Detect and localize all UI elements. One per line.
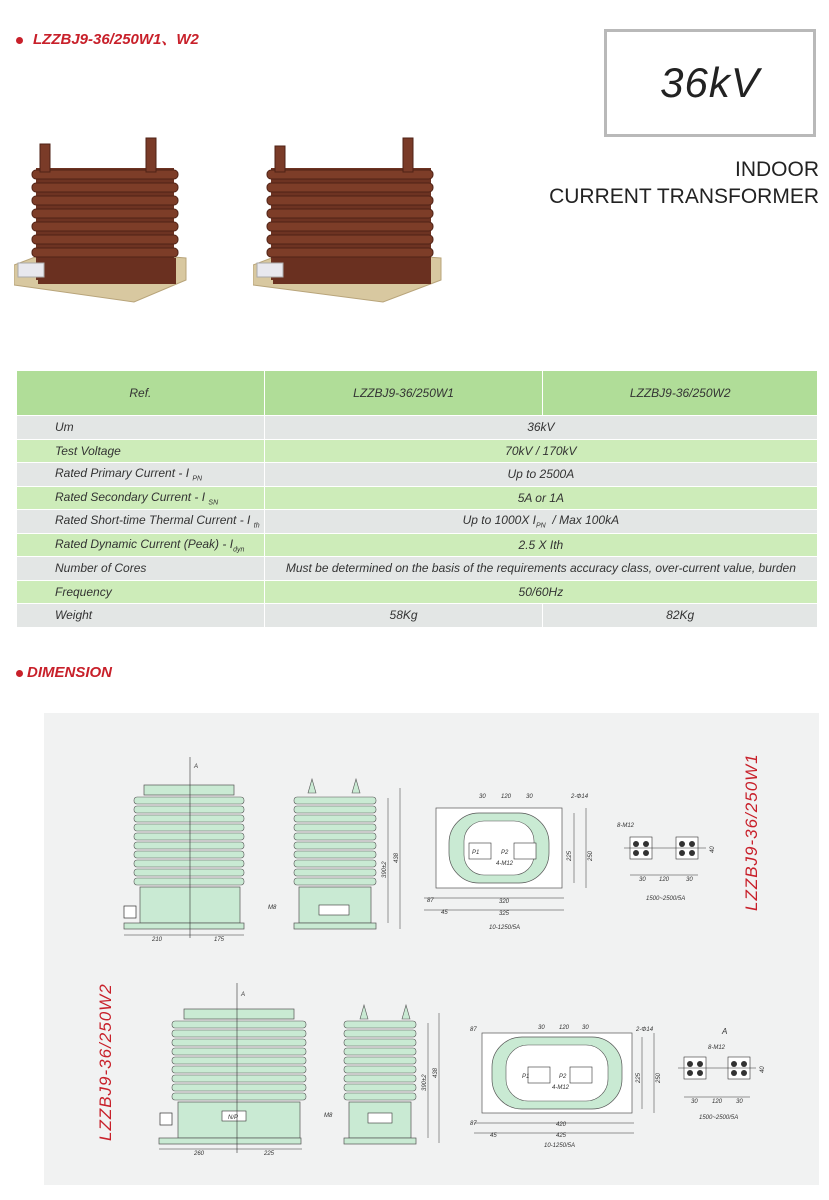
row-label: Frequency xyxy=(17,580,265,604)
w2-vertical-label: LZZBJ9-36/250W2 xyxy=(96,983,115,1141)
spec-table xyxy=(16,370,818,628)
w2-side-m8: M8 xyxy=(324,1113,333,1119)
w1-term-30b: 30 xyxy=(686,877,693,883)
w1-term-note: 1500~2500/5A xyxy=(646,896,686,902)
row-label: Um xyxy=(17,416,265,440)
w1-vertical-label: LZZBJ9-36/250W1 xyxy=(742,753,761,911)
w2-top-87a: 87 xyxy=(470,1027,477,1033)
w1-term-120: 120 xyxy=(659,877,670,883)
w2-top-45: 45 xyxy=(490,1133,497,1139)
w1-top-note: 10-1250/5A xyxy=(489,925,521,931)
w2-front-dim-left: 260 xyxy=(194,1151,205,1157)
w2-term-bolt: 8-M12 xyxy=(708,1045,726,1051)
w2-term-view-a: A xyxy=(722,1027,728,1036)
row-label-text: Rated Short-time Thermal Current - I xyxy=(55,513,251,528)
w2-side-view xyxy=(324,1005,439,1144)
row-label-sub: th xyxy=(253,522,260,530)
row-label xyxy=(17,510,265,534)
column-header-w1: LZZBJ9-36/250W1 xyxy=(264,371,543,416)
w1-top-250: 250 xyxy=(588,850,594,861)
w2-top-p2: P2 xyxy=(559,1074,567,1080)
row-label-text: Rated Primary Current - I xyxy=(55,466,190,481)
w1-top-p1: P1 xyxy=(472,850,480,856)
row-label: Number of Cores xyxy=(17,557,265,581)
row-value-sub: PN xyxy=(536,522,546,530)
w1-terminal-view xyxy=(617,823,716,902)
w2-term-40: 40 xyxy=(760,1066,766,1073)
w1-top-120: 120 xyxy=(501,794,512,800)
table-row xyxy=(17,463,818,487)
model-heading xyxy=(16,28,199,49)
w1-front-view xyxy=(124,757,244,943)
w2-top-87b: 87 xyxy=(470,1121,477,1127)
w2-front-view-a: A xyxy=(241,992,246,998)
w2-front-dim-right: 225 xyxy=(264,1151,275,1157)
row-value: 5A or 1A xyxy=(264,486,817,510)
w1-top-30a: 30 xyxy=(479,794,486,800)
w1-term-30a: 30 xyxy=(639,877,646,883)
product-title xyxy=(549,156,819,210)
table-header-row xyxy=(17,371,818,416)
table-row xyxy=(17,533,818,557)
w2-term-note: 1500~2500/5A xyxy=(699,1115,739,1121)
w2-top-425: 425 xyxy=(556,1133,567,1139)
w2-top-bolt: 4-M12 xyxy=(552,1085,570,1091)
row-label-text: Rated Dynamic Current (Peak) - I xyxy=(55,536,234,551)
row-label: Test Voltage xyxy=(17,439,265,463)
w2-front-plate: N/P xyxy=(228,1115,239,1121)
w1-top-225: 225 xyxy=(567,850,573,861)
table-row xyxy=(17,486,818,510)
w1-top-hole: 2-Φ14 xyxy=(571,794,589,800)
row-label xyxy=(17,463,265,487)
row-value: Must be determined on the basis of the requirements accuracy class, over-current value, burden xyxy=(264,557,817,581)
w2-term-30b: 30 xyxy=(736,1099,743,1105)
w1-top-30b: 30 xyxy=(526,794,533,800)
row-value-w2: 82Kg xyxy=(543,604,818,628)
row-label-sub: dyn xyxy=(233,545,245,553)
table-row xyxy=(17,510,818,534)
w2-top-30a: 30 xyxy=(538,1025,545,1031)
row-label xyxy=(17,486,265,510)
row-value: 50/60Hz xyxy=(264,580,817,604)
dimension-drawing xyxy=(44,713,819,1185)
w1-front-view-a: A xyxy=(194,764,199,770)
w2-term-30a: 30 xyxy=(691,1099,698,1105)
w1-top-bolt: 4-M12 xyxy=(496,861,514,867)
row-value: Up to 2500A xyxy=(264,463,817,487)
w1-side-m8: M8 xyxy=(268,905,277,911)
transformer-photo-w1 xyxy=(14,130,189,305)
column-header-ref: Ref. xyxy=(17,371,265,416)
w1-side-h1: 390±2 xyxy=(382,861,388,878)
w2-top-250: 250 xyxy=(656,1072,662,1083)
row-value: 2.5 X Ith xyxy=(264,533,817,557)
row-value: 36kV xyxy=(264,416,817,440)
w2-terminal-view xyxy=(678,1027,766,1121)
table-row xyxy=(17,580,818,604)
w1-term-40: 40 xyxy=(710,846,716,853)
w2-top-30b: 30 xyxy=(582,1025,589,1031)
voltage-badge-text: 36kV xyxy=(660,59,760,106)
w1-top-45: 45 xyxy=(441,910,448,916)
w2-top-hole: 2-Φ14 xyxy=(636,1027,654,1033)
row-value-pre: Up to 1000X I xyxy=(462,513,536,528)
w2-side-h2: 438 xyxy=(433,1067,439,1078)
table-row xyxy=(17,557,818,581)
dimension-drawing-svg xyxy=(44,713,819,1185)
w1-top-320: 320 xyxy=(499,899,510,905)
bullet-icon xyxy=(16,670,23,677)
w2-term-120: 120 xyxy=(712,1099,723,1105)
w1-top-325: 325 xyxy=(499,911,510,917)
row-value-post: / Max 100kA xyxy=(545,513,620,528)
voltage-badge xyxy=(604,29,816,137)
table-row xyxy=(17,604,818,628)
row-value: 70kV / 170kV xyxy=(264,439,817,463)
w2-top-view xyxy=(470,1025,662,1149)
transformer-photo-w2 xyxy=(253,130,443,305)
w2-top-120: 120 xyxy=(559,1025,570,1031)
row-value-w1: 58Kg xyxy=(264,604,543,628)
product-title-line2: CURRENT TRANSFORMER xyxy=(549,185,819,208)
w1-top-p2: P2 xyxy=(501,850,509,856)
w2-top-p1: P1 xyxy=(522,1074,530,1080)
bullet-icon xyxy=(16,37,23,44)
dimension-heading xyxy=(16,664,112,681)
row-value xyxy=(264,510,817,534)
w2-front-view xyxy=(159,983,306,1157)
row-label-text: Rated Secondary Current - I xyxy=(55,489,206,504)
model-title: LZZBJ9-36/250W1、W2 xyxy=(33,31,199,48)
table-row xyxy=(17,416,818,440)
row-label: Weight xyxy=(17,604,265,628)
w1-top-view xyxy=(424,794,594,931)
w2-top-420: 420 xyxy=(556,1122,567,1128)
row-label-sub: PN xyxy=(192,475,203,483)
w1-side-view xyxy=(268,779,400,929)
dimension-heading-text: DIMENSION xyxy=(27,664,113,681)
w1-front-dim-left: 210 xyxy=(152,937,163,943)
row-label xyxy=(17,533,265,557)
product-title-line1: INDOOR xyxy=(735,158,819,181)
w1-front-dim-right: 175 xyxy=(214,937,225,943)
w1-term-bolt: 8-M12 xyxy=(617,823,635,829)
column-header-w2: LZZBJ9-36/250W2 xyxy=(543,371,818,416)
w2-top-225: 225 xyxy=(636,1072,642,1083)
w2-side-h1: 390±2 xyxy=(422,1074,428,1091)
w1-top-87: 87 xyxy=(427,898,434,904)
w1-side-h2: 438 xyxy=(394,852,400,863)
table-row xyxy=(17,439,818,463)
row-label-sub: SN xyxy=(208,498,219,506)
w2-top-note: 10-1250/5A xyxy=(544,1143,576,1149)
